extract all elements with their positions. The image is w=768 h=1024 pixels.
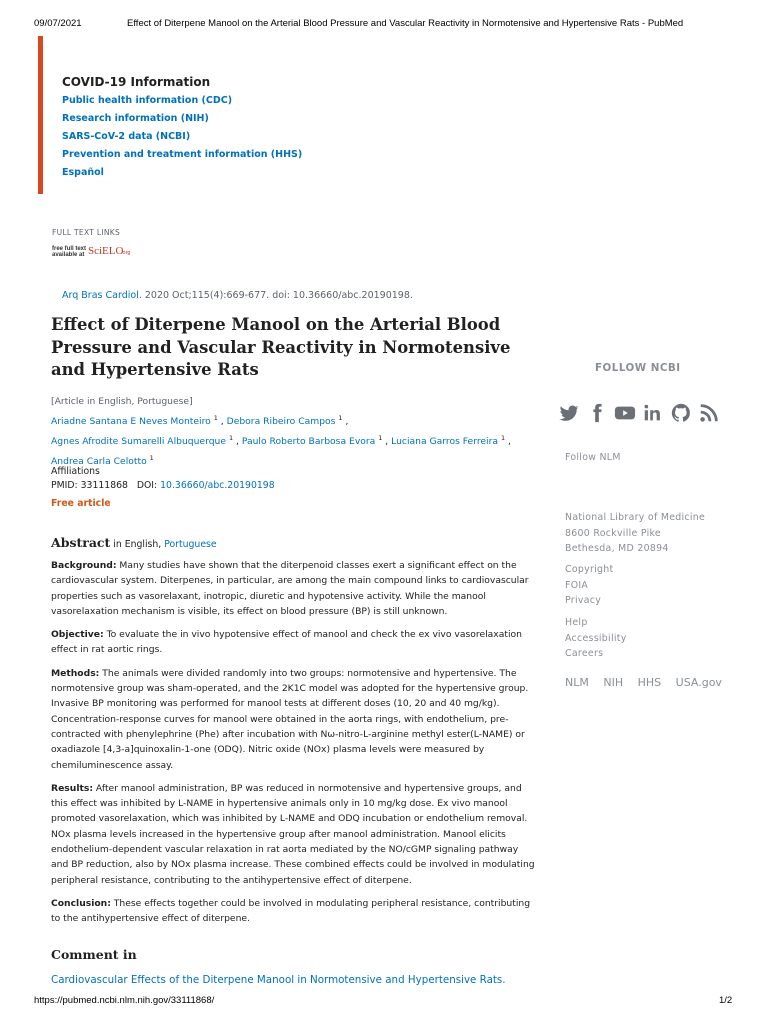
scielo-logo: SciELO — [88, 245, 124, 257]
abstract-background: Background: Many studies have shown that the diterpenoid classes exert a significant effect on the cardiovascular system. Diterpenes, in particular, are among the main compound links to cardiovascular properties such as vasorelaxant, inotropic, diuretic and hypotensive activity. While the manool vasorelaxation mechanism is visible, its effect on blood pressure (BP) is still unknown. — [51, 560, 529, 617]
nlm-link[interactable]: NLM — [565, 676, 589, 689]
abstract-methods: Methods: The animals were divided randomly into two groups: normotensive and hypertensive. The normotensive group was sham-operated, and the 2K1C model was adopted for the hypertensive group. Invasive BP monitoring was performed for manool tests at different doses (10, 20 and 40 mg/kg). Concentration-response curves for manool were obtained in the aorta rings, with endothelium, pre-contracted with phenylephrine (Phe) after incubation with Nω-nitro-L-arginine methyl ester(L-NAME) or oxadiazole [4,3-a]quinoxalin-1-one (ODQ). Nitric oxide (NOx) plasma levels were measured by chemiluminescence assay. — [51, 667, 529, 771]
address-line: 8600 Rockville Pike — [565, 527, 661, 539]
author-link[interactable]: Debora Ribeiro Campos — [226, 416, 336, 428]
hhs-link[interactable]: HHS — [637, 676, 662, 689]
facebook-icon[interactable] — [586, 401, 608, 425]
author-link[interactable]: Ariadne Santana E Neves Monteiro — [51, 416, 211, 428]
affiliations-toggle[interactable]: Affiliations — [51, 466, 100, 477]
agency-links — [565, 676, 733, 689]
portuguese-link[interactable]: Portuguese — [164, 539, 217, 550]
follow-ncbi-heading: FOLLOW NCBI — [595, 362, 681, 374]
usagov-link[interactable]: USA.gov — [675, 676, 722, 689]
github-icon[interactable] — [670, 401, 692, 425]
author-link[interactable]: Andrea Carla Celotto — [51, 456, 147, 468]
covid-link-nih[interactable]: Research information (NIH) — [62, 113, 209, 124]
abstract-body — [51, 558, 537, 935]
address-line: Bethesda, MD 20894 — [565, 543, 669, 555]
citation-details: 2020 Oct;115(4):669-677. doi: 10.36660/abc.20190198. — [141, 290, 413, 301]
journal-link[interactable]: Arq Bras Cardiol. — [62, 290, 142, 301]
accessibility-link[interactable]: Accessibility — [565, 632, 627, 644]
covid-link-hhs[interactable]: Prevention and treatment information (HHS) — [62, 149, 303, 160]
scielo-suffix: .org — [121, 250, 131, 256]
full-text-links-label: FULL TEXT LINKS — [52, 228, 121, 237]
rss-icon[interactable] — [698, 401, 720, 425]
author-list: Ariadne Santana E Neves Monteiro $^1$ , Debora Ribeiro Campos $^1$ , Agnes Afrodite Sumarelli Albuquerque $^1$ , Paulo Roberto Barbosa Evora $^1$ , Luciana Garros Ferreira $^1$ , Andrea Carla Celotto $^1$ — [51, 414, 511, 468]
print-page-title: Effect of Diterpene Manool on the Arterial Blood Pressure and Vascular Reactivity in Normotensive and Hypertensive Rats - PubMed — [127, 18, 684, 29]
doi-label: DOI: — [136, 480, 158, 491]
comment-in-heading: Comment in — [51, 947, 137, 962]
copyright-link[interactable]: Copyright — [565, 564, 614, 575]
print-date: 09/07/2021 — [34, 18, 82, 29]
abstract-results: Results: After manool administration, BP was reduced in normotensive and hypertensive groups, and this effect was inhibited by L-NAME in hypertensive animals only in 10 mg/kg dose. Ex vivo manool promoted vasorelaxation, which was inhibited by L-NAME and ODQ incubation or endothelium removal. NOx plasma levels increased in the hypertensive group after manool administration. Manool elicits endothelium-dependent vascular relaxation in rat aorta mediated by the NO/cGMP signaling pathway and BP reduction, also by NOx plasma increase. These combined effects could be involved in modulating peripheral resistance, contributing to the antihypertensive effect of diterpene. — [51, 782, 535, 886]
footer-links-legal — [565, 562, 614, 609]
abstract-conclusion: Conclusion: These effects together could be involved in modulating peripheral resistance, contributing to the antihypertensive effect of diterpene. — [51, 897, 531, 925]
abstract-objective: Objective: To evaluate the in vivo hypotensive effect of manool and check the ex vivo vasorelaxation effect in rat aortic rings. — [51, 629, 522, 656]
social-icons — [558, 401, 720, 425]
twitter-icon[interactable] — [558, 401, 580, 425]
follow-nlm-link[interactable]: Follow NLM — [565, 452, 621, 463]
abstract-heading: Abstract in English, Portuguese — [51, 535, 217, 550]
covid-accent-bar — [38, 36, 43, 194]
covid-link-cdc[interactable]: Public health information (CDC) — [62, 95, 233, 106]
nlm-address — [565, 510, 705, 557]
print-url: https://pubmed.ncbi.nlm.nih.gov/33111868/ — [34, 995, 215, 1006]
address-line: National Library of Medicine — [565, 512, 706, 523]
author-link[interactable]: Agnes Afrodite Sumarelli Albuquerque — [51, 436, 227, 448]
covid-links — [62, 93, 302, 183]
footer-links-help — [565, 615, 627, 662]
free-article-badge: Free article — [51, 498, 111, 509]
language-note: [Article in English, Portuguese] — [51, 396, 193, 407]
identifiers — [51, 480, 275, 491]
covid-link-ncbi[interactable]: SARS-CoV-2 data (NCBI) — [62, 131, 191, 142]
author-link[interactable]: Paulo Roberto Barbosa Evora — [241, 436, 376, 448]
article-title: Effect of Diterpene Manool on the Arterial Blood Pressure and Vascular Reactivity in Normotensive and Hypertensive Rats — [51, 315, 511, 379]
help-link[interactable]: Help — [565, 617, 588, 628]
careers-link[interactable]: Careers — [565, 648, 604, 660]
pmid: PMID: 33111868 — [51, 480, 128, 491]
covid-link-espanol[interactable]: Español — [62, 167, 104, 178]
author-link[interactable]: Luciana Garros Ferreira — [391, 436, 499, 448]
citation — [62, 290, 413, 301]
covid-title: COVID-19 Information — [62, 75, 211, 89]
comment-link[interactable]: Cardiovascular Effects of the Diterpene Manool in Normotensive and Hypertensive Rats. — [51, 974, 506, 986]
foia-link[interactable]: FOIA — [565, 579, 589, 591]
privacy-link[interactable]: Privacy — [565, 595, 602, 607]
scielo-badge-caption: free full text available at — [52, 246, 87, 258]
doi-link[interactable]: 10.36660/abc.20190198 — [160, 480, 275, 491]
scielo-badge[interactable] — [52, 246, 134, 262]
youtube-icon[interactable] — [614, 401, 636, 425]
nih-link[interactable]: NIH — [603, 676, 624, 689]
linkedin-icon[interactable] — [642, 401, 664, 425]
print-page-count: 1/2 — [719, 995, 733, 1006]
